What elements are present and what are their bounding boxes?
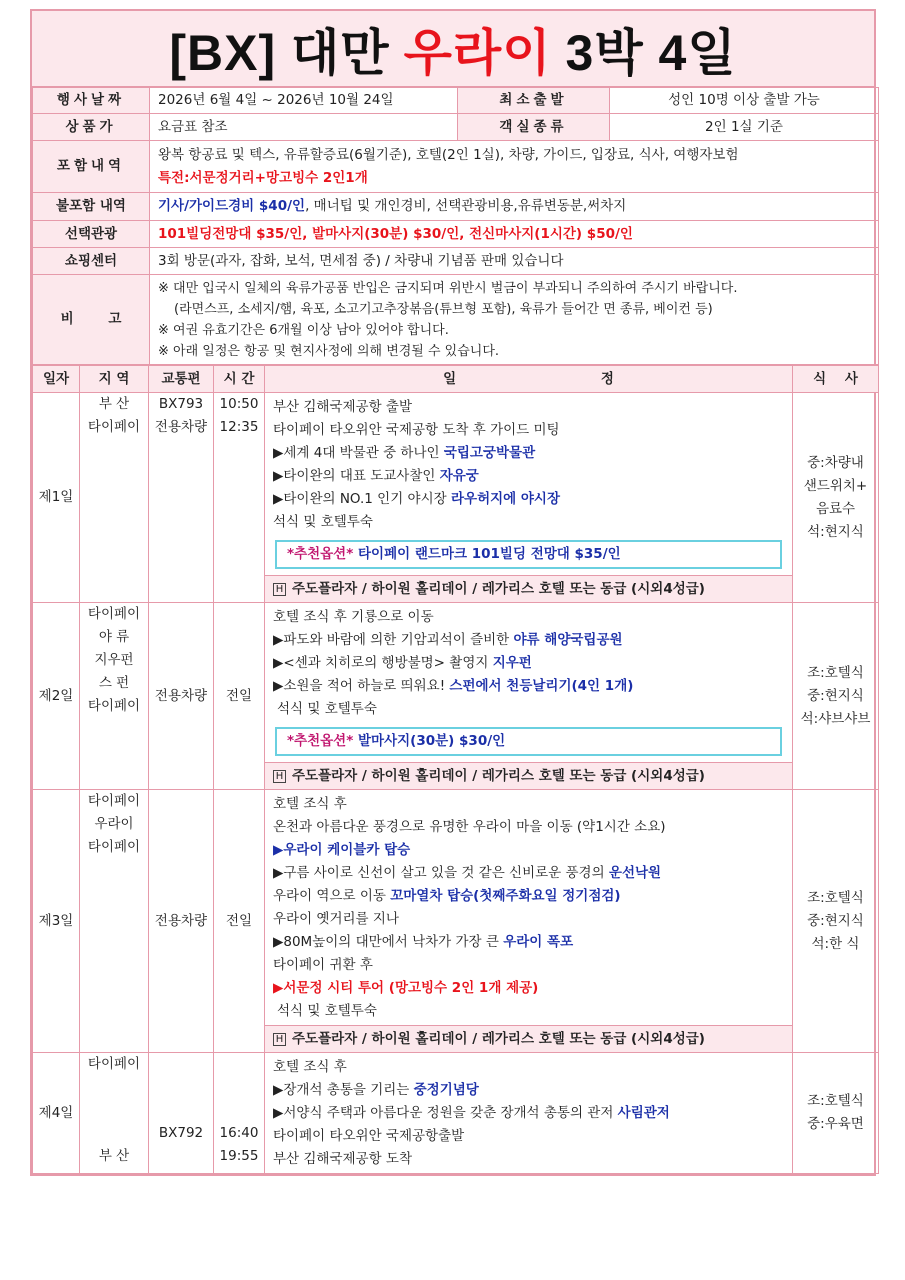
shop-value: 3회 방문(과자, 잡화, 보석, 면세점 중) / 차량내 기념품 판매 있습니다	[150, 248, 879, 275]
schedule-cell	[265, 603, 793, 790]
schedule-highlight: 운선낙원	[608, 865, 662, 881]
schedule-lines	[265, 603, 792, 723]
day-label: 제2일	[33, 603, 80, 790]
schedule-text: 석식 및 호텔투숙	[277, 701, 377, 717]
exclude-value	[150, 193, 879, 221]
schedule-line	[273, 1102, 784, 1125]
option-tag: *추천옵션*	[287, 733, 354, 749]
min-value: 성인 10명 이상 출발 가능	[610, 88, 879, 114]
schedule-highlight: 스펀에서 천등날리기(4인 1개)	[449, 678, 634, 694]
schedule-line	[273, 442, 784, 465]
transport-item: BX793	[158, 396, 204, 412]
note-line: ※ 대만 입국시 일체의 육류가공품 반입은 금지되며 위반시 벌금이 부과되니 주의하여 주시기 바랍니다.	[158, 280, 738, 296]
schedule-text: 석식 및 호텔투숙	[277, 1003, 377, 1019]
page-title	[32, 11, 874, 87]
schedule-highlight: ▶우라이 케이블카 탑승	[273, 842, 411, 858]
region-name	[80, 1076, 148, 1099]
exclude-label: 불포함 내역	[33, 193, 150, 221]
schedule-highlight: 꼬마열차 탑승(첫째주화요일 정기점검)	[390, 888, 621, 904]
hotel-icon: H	[273, 583, 286, 596]
include-line-2: 특전:서문정거리+망고빙수 2인1개	[158, 169, 368, 186]
schedule-line	[273, 1079, 784, 1102]
schedule-highlight: 우라이 폭포	[503, 934, 574, 950]
meal-item: 중:차량내	[807, 454, 864, 471]
hotel-row	[265, 762, 792, 789]
day-row	[33, 1053, 879, 1174]
schedule-text: ▶구름 사이로 신선이 살고 있을 것 같은 신비로운 풍경의	[273, 865, 609, 881]
schedule-text: 타이페이 타오위안 국제공항 도착 후 가이드 미팅	[273, 422, 560, 438]
meal-item: 석:한 식	[811, 935, 860, 952]
schedule-highlight: 야류 해양국립공원	[513, 632, 623, 648]
schedule-line	[273, 396, 784, 419]
meal-cell	[793, 393, 879, 603]
schedule-line	[273, 511, 784, 534]
region-cell	[80, 790, 149, 1053]
min-label: 최소출발	[458, 88, 610, 114]
option-text: 타이페이 랜드마크 101빌딩 전망대 $35/인	[358, 546, 621, 562]
header-schedule: 일 정	[265, 366, 793, 393]
transport-item	[149, 1053, 213, 1076]
include-line-1: 왕복 항공료 및 텍스, 유류할증료(6월기준), 호텔(2인 1실), 차량, 가이드, 입장료, 식사, 여행자보험	[158, 146, 739, 163]
title-highlight: 우라이	[403, 24, 552, 81]
meal-item: 중:현지식	[807, 912, 864, 929]
schedule-lines	[265, 1053, 792, 1173]
schedule-line	[273, 419, 784, 442]
hotel-icon: H	[273, 770, 286, 783]
time-item: 10:50	[219, 396, 259, 412]
recommended-option-box	[275, 540, 782, 569]
schedule-cell	[265, 1053, 793, 1174]
schedule-text: ▶파도와 바람에 의한 기암괴석이 즐비한	[273, 632, 514, 648]
schedule-line	[273, 465, 784, 488]
time-cell	[214, 1053, 265, 1174]
title-suffix: 3박 4일	[565, 24, 737, 81]
region-name: 타이페이	[87, 839, 141, 855]
time-cell	[214, 603, 265, 790]
option-label: 선택관광	[33, 221, 150, 248]
region-name	[80, 1122, 148, 1145]
hotel-name: 주도플라자 / 하이원 홀리데이 / 레가리스 호텔 또는 동급 (시외4성급)	[292, 1031, 705, 1047]
schedule-special: ▶서문정 시티 투어 (망고빙수 2인 1개 제공)	[273, 980, 539, 996]
meal-item: 샌드위치+	[803, 477, 868, 494]
schedule-text: 부산 김해국제공항 도착	[273, 1151, 412, 1167]
schedule-text: 우라이 역으로 이동	[273, 888, 391, 904]
schedule-cell	[265, 790, 793, 1053]
transport-cell	[149, 1053, 214, 1174]
region-name: 스 펀	[98, 675, 130, 691]
shop-label: 쇼핑센터	[33, 248, 150, 275]
schedule-text: 호텔 조식 후 기룡으로 이동	[273, 609, 434, 625]
time-item: 전일	[225, 912, 253, 929]
region-name: 부 산	[98, 1148, 130, 1164]
region-cell	[80, 603, 149, 790]
title-prefix: [BX] 대만	[169, 24, 390, 81]
header-time: 시 간	[214, 366, 265, 393]
region-name: 야 류	[98, 629, 130, 645]
meal-cell	[793, 603, 879, 790]
schedule-text: ▶소원을 적어 하늘로 띄워요!	[273, 678, 450, 694]
transport-item	[149, 1145, 213, 1168]
time-item: 19:55	[219, 1148, 259, 1164]
schedule-text: ▶장개석 총통을 기리는	[273, 1082, 414, 1098]
region-name: 타이페이	[87, 419, 141, 435]
meal-cell	[793, 1053, 879, 1174]
meal-item: 조:호텔식	[807, 1093, 864, 1109]
time-cell	[214, 393, 265, 603]
schedule-text: 석식 및 호텔투숙	[273, 514, 373, 530]
schedule-lines	[265, 790, 792, 1025]
schedule-text: ▶<센과 치히로의 행방불명> 촬영지	[273, 655, 493, 671]
include-label: 포함내역	[33, 141, 150, 193]
schedule-line	[273, 1125, 784, 1148]
transport-cell	[149, 393, 214, 603]
schedule-text: 우라이 옛거리를 지나	[273, 911, 399, 927]
hotel-row	[265, 1025, 792, 1052]
schedule-cell	[265, 393, 793, 603]
option-tag: *추천옵션*	[287, 546, 354, 562]
schedule-line	[273, 793, 784, 816]
schedule-line	[273, 606, 784, 629]
transport-item: 전용차량	[154, 419, 208, 435]
schedule-lines	[265, 393, 792, 536]
day-row	[33, 393, 879, 603]
time-item	[214, 1099, 264, 1122]
schedule-text: 부산 김해국제공항 출발	[273, 399, 412, 415]
info-table	[32, 87, 879, 365]
note-line: ※ 여권 유효기간은 6개월 이상 남아 있어야 합니다.	[158, 322, 449, 338]
region-name: 타이페이	[87, 698, 141, 714]
schedule-line	[273, 488, 784, 511]
region-name: 타이페이	[87, 606, 141, 622]
schedule-line	[273, 698, 784, 721]
schedule-line	[273, 931, 784, 954]
note-line: ※ 아래 일정은 항공 및 현지사정에 의해 변경될 수 있습니다.	[158, 343, 500, 359]
schedule-text: ▶세계 4대 박물관 중 하나인	[273, 445, 444, 461]
note-label: 비 고	[33, 275, 150, 365]
schedule-line	[273, 885, 784, 908]
schedule-text: 타이페이 타오위안 국제공항출발	[273, 1128, 465, 1144]
schedule-highlight: 자유궁	[439, 468, 479, 484]
price-value: 요금표 참조	[150, 114, 458, 141]
transport-cell	[149, 790, 214, 1053]
transport-item: BX792	[158, 1125, 204, 1141]
option-text: 발마사지(30분) $30/인	[358, 733, 506, 749]
transport-item	[149, 1076, 213, 1099]
schedule-highlight: 국립고궁박물관	[443, 445, 536, 461]
header-transport: 교통편	[149, 366, 214, 393]
price-label: 상품가	[33, 114, 150, 141]
day-label: 제1일	[33, 393, 80, 603]
meal-cell	[793, 790, 879, 1053]
room-label: 객실종류	[458, 114, 610, 141]
region-name: 지우펀	[94, 652, 134, 668]
transport-cell	[149, 603, 214, 790]
note-value	[150, 275, 879, 365]
schedule-text: 호텔 조식 후	[273, 796, 347, 812]
region-name: 타이페이	[87, 1056, 141, 1072]
region-name	[80, 1099, 148, 1122]
itinerary-sheet	[30, 9, 876, 1176]
schedule-text: 온천과 아름다운 풍경으로 유명한 우라이 마을 이동 (약1시간 소요)	[273, 819, 666, 835]
time-cell	[214, 790, 265, 1053]
region-cell	[80, 1053, 149, 1174]
schedule-text: ▶타이완의 대표 도교사찰인	[273, 468, 440, 484]
time-item	[214, 1053, 264, 1076]
room-value: 2인 1실 기준	[610, 114, 879, 141]
meal-item: 음료수	[815, 500, 856, 517]
schedule-line	[273, 862, 784, 885]
schedule-line	[273, 1056, 784, 1079]
day-row	[33, 603, 879, 790]
header-meal: 식 사	[793, 366, 879, 393]
region-name: 타이페이	[87, 793, 141, 809]
time-item: 12:35	[219, 419, 259, 435]
exclude-guide-fee: 기사/가이드경비 $40/인	[158, 198, 306, 214]
include-value	[150, 141, 879, 193]
schedule-line	[273, 977, 784, 1000]
schedule-text: ▶서양식 주택과 아름다운 정원을 갖춘 장개석 총통의 관저	[273, 1105, 618, 1121]
transport-item	[149, 1099, 213, 1122]
date-value: 2026년 6월 4일 ~ 2026년 10월 24일	[150, 88, 458, 114]
hotel-row	[265, 575, 792, 602]
note-line: (라면스프, 소세지/햄, 육포, 소고기고추장볶음(튜브형 포함), 육류가 들어간 면 종류, 베이컨 등)	[174, 301, 713, 317]
time-item: 16:40	[219, 1125, 259, 1141]
schedule-line	[273, 652, 784, 675]
schedule-header	[33, 366, 879, 393]
day-label: 제3일	[33, 790, 80, 1053]
time-item: 전일	[225, 687, 253, 704]
meal-item: 중:현지식	[807, 687, 864, 704]
schedule-highlight: 라우허지에 야시장	[450, 491, 561, 507]
hotel-icon: H	[273, 1033, 286, 1046]
schedule-line	[273, 1000, 784, 1023]
meal-item: 조:호텔식	[807, 664, 864, 681]
region-name: 부 산	[98, 396, 130, 412]
schedule-text: ▶타이완의 NO.1 인기 야시장	[273, 491, 451, 507]
hotel-name: 주도플라자 / 하이원 홀리데이 / 레가리스 호텔 또는 동급 (시외4성급)	[292, 581, 705, 597]
schedule-line	[273, 675, 784, 698]
option-value: 101빌딩전망대 $35/인, 발마사지(30분) $30/인, 전신마사지(1시간) $50/인	[150, 221, 879, 248]
region-cell	[80, 393, 149, 603]
schedule-text: ▶80M높이의 대만에서 낙차가 가장 큰	[273, 934, 504, 950]
transport-item: 전용차량	[154, 687, 208, 704]
date-label: 행사날짜	[33, 88, 150, 114]
region-name: 우라이	[94, 816, 134, 832]
recommended-option-box	[275, 727, 782, 756]
meal-item: 석:샤브샤브	[800, 710, 871, 727]
meal-item: 조:호텔식	[807, 889, 864, 906]
schedule-text: 타이페이 귀환 후	[273, 957, 373, 973]
day-label: 제4일	[33, 1053, 80, 1174]
schedule-line	[273, 816, 784, 839]
meal-item: 석:현지식	[807, 523, 864, 540]
header-region: 지 역	[80, 366, 149, 393]
schedule-line	[273, 629, 784, 652]
schedule-table	[32, 365, 879, 1174]
schedule-line	[273, 908, 784, 931]
transport-item: 전용차량	[154, 912, 208, 929]
hotel-name: 주도플라자 / 하이원 홀리데이 / 레가리스 호텔 또는 동급 (시외4성급)	[292, 768, 705, 784]
exclude-rest: , 매너팁 및 개인경비, 선택관광비용,유류변동분,써차지	[305, 198, 627, 214]
time-item	[214, 1076, 264, 1099]
meal-item: 중:우육면	[807, 1116, 864, 1132]
schedule-text: 호텔 조식 후	[273, 1059, 347, 1075]
schedule-highlight: 지우펀	[492, 655, 532, 671]
schedule-highlight: 사림관저	[617, 1105, 670, 1121]
schedule-line	[273, 1148, 784, 1171]
header-day: 일자	[33, 366, 80, 393]
schedule-line	[273, 954, 784, 977]
day-row	[33, 790, 879, 1053]
schedule-highlight: 중정기념당	[413, 1082, 479, 1098]
schedule-line	[273, 839, 784, 862]
